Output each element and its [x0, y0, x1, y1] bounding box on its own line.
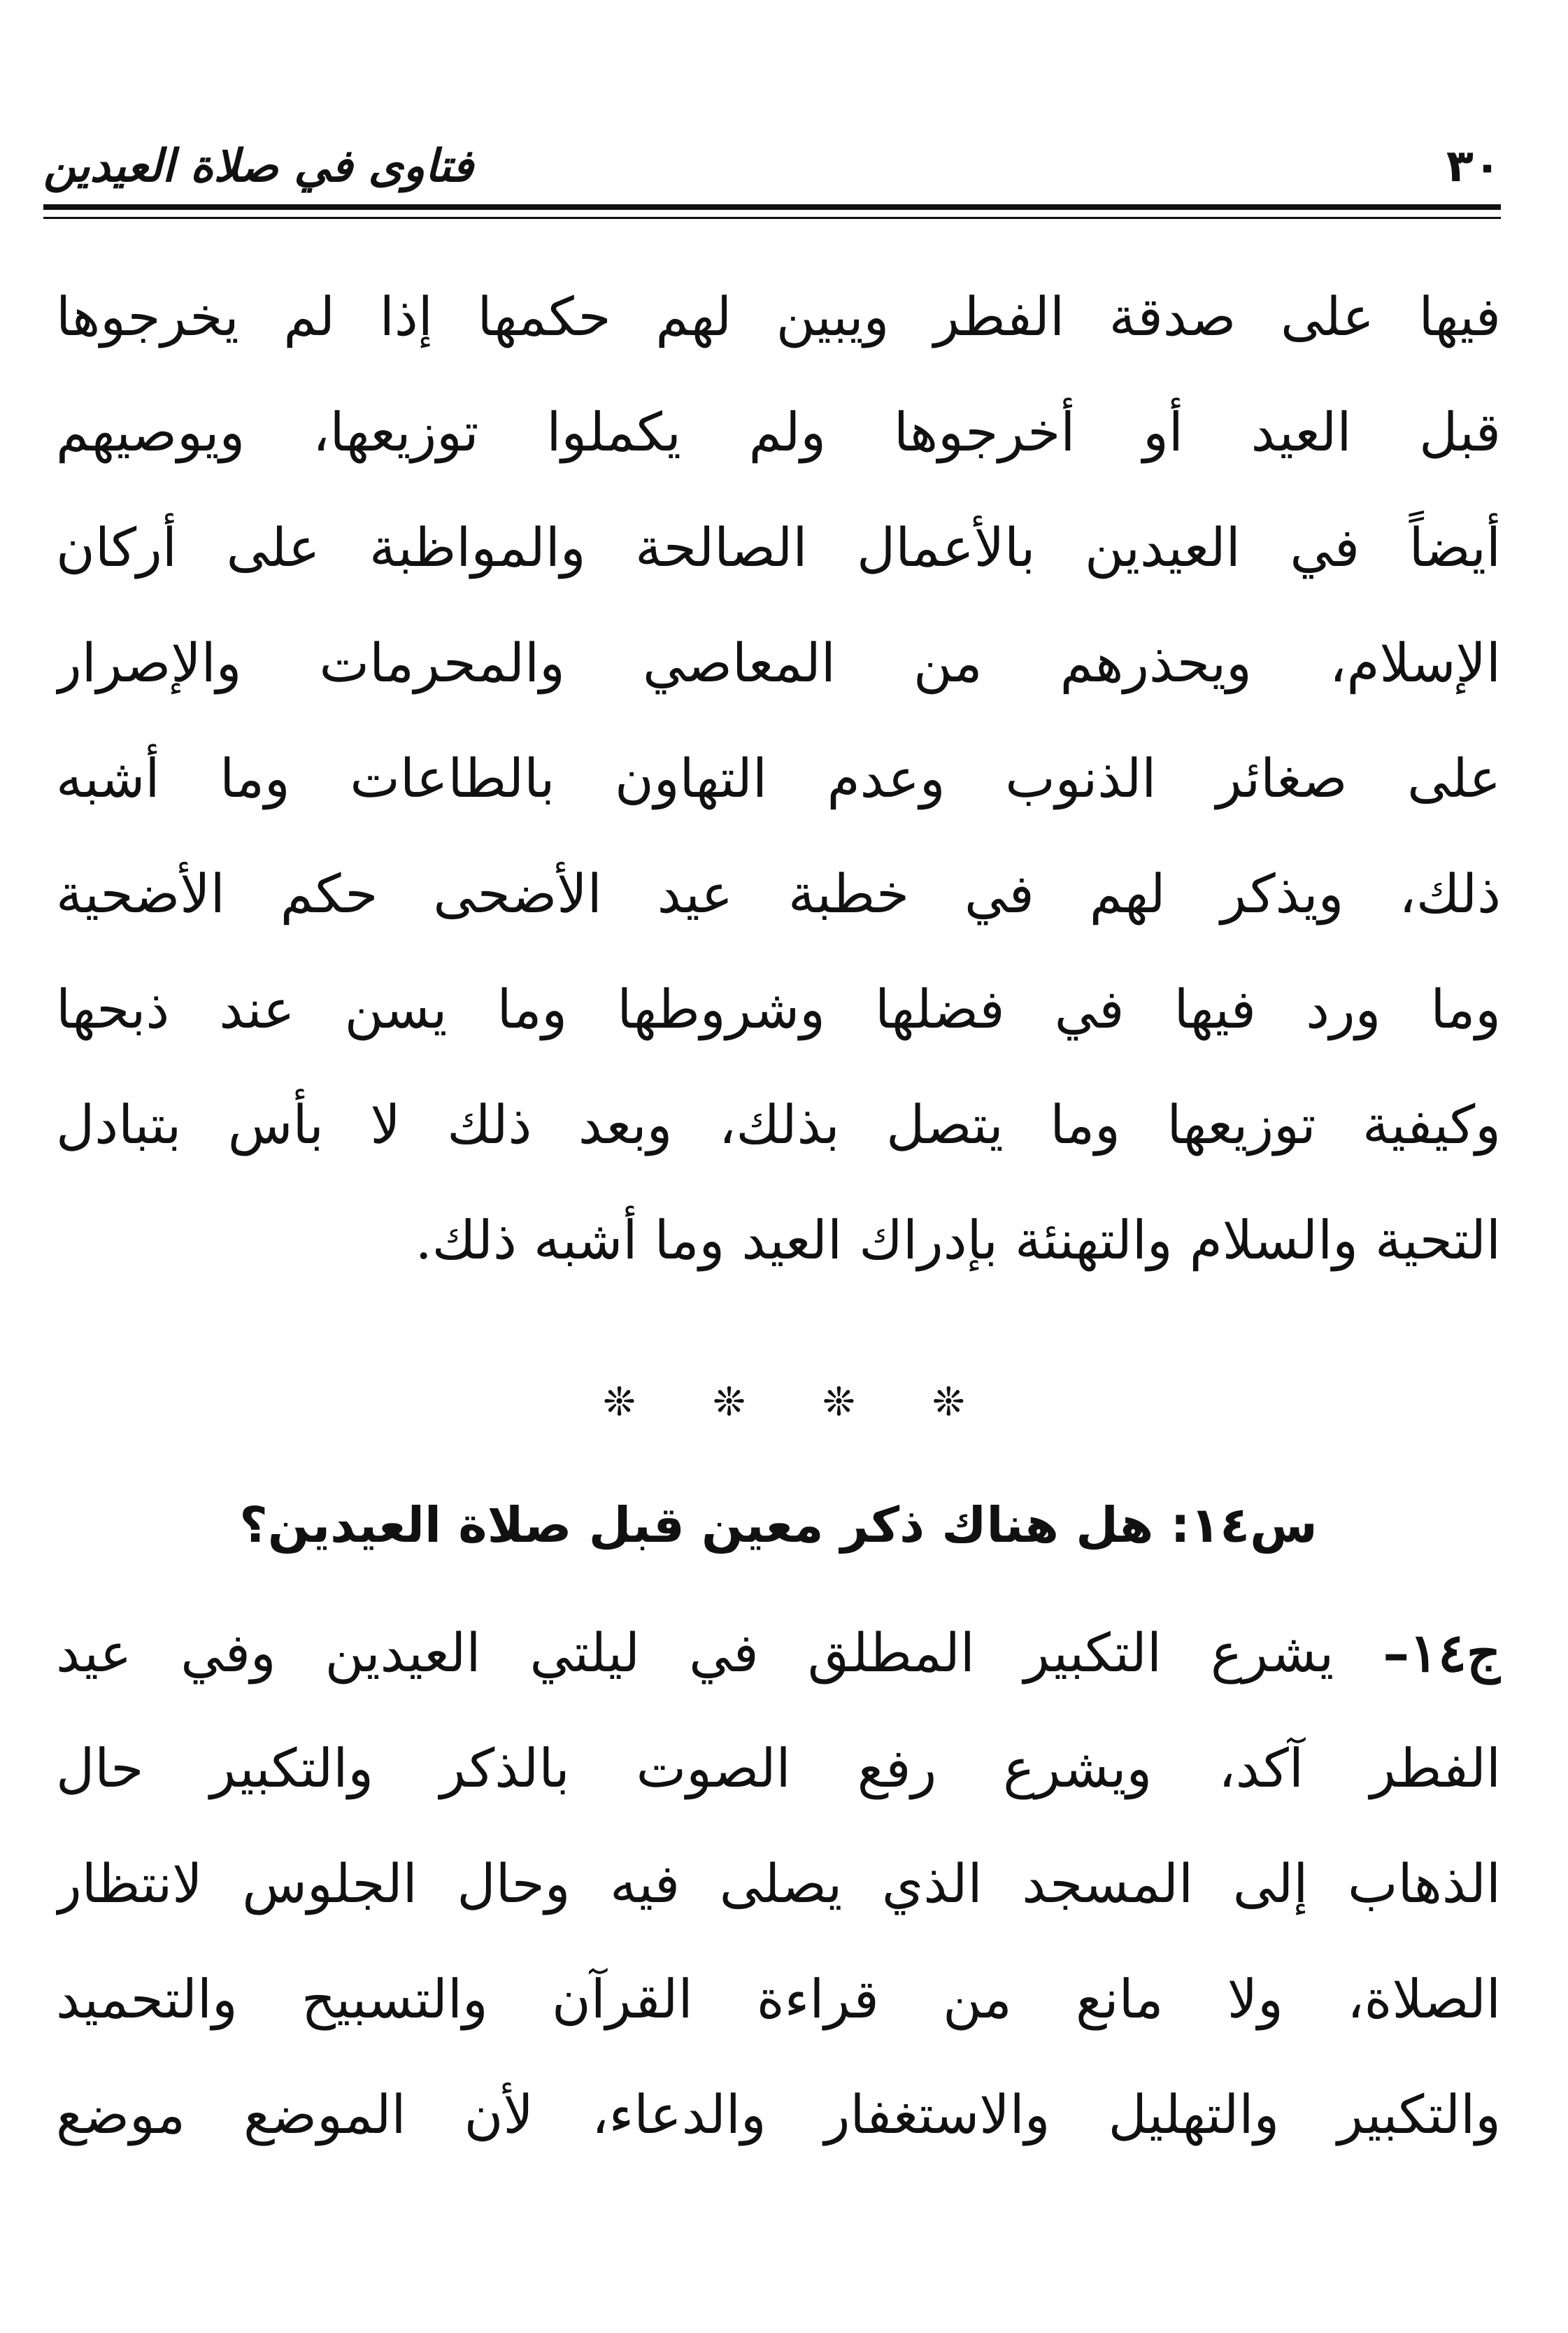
- question-heading: س١٤: هل هناك ذكر معين قبل صلاة العيدين؟: [239, 1496, 1318, 1554]
- page-header: [43, 119, 1501, 196]
- answer-label: ج١٤–: [1383, 1622, 1501, 1684]
- answer-paragraph: [56, 1595, 1501, 2172]
- text-line: قبل العيد أو أخرجوها ولم يكملوا توزيعها، ويوصيهم: [56, 401, 1501, 463]
- text-line: التحية والسلام والتهنئة بإدراك العيد وما أشبه ذلك.: [415, 1209, 1501, 1271]
- asterism-icon: ❊: [932, 1380, 965, 1425]
- answer-text: يشرع التكبير المطلق في ليلتي العيدين وفي عيد: [56, 1622, 1383, 1684]
- text-line: وكيفية توزيعها وما يتصل بذلك، وبعد ذلك لا بأس بتبادل: [56, 1093, 1501, 1156]
- text-line: الصلاة، ولا مانع من قراءة القرآن والتسبيح والتحميد: [56, 1968, 1501, 2030]
- text-line: على صغائر الذنوب وعدم التهاون بالطاعات وما أشبه: [56, 747, 1501, 809]
- text-line: ذلك، ويذكر لهم في خطبة عيد الأضحى حكم الأضحية: [56, 863, 1501, 925]
- section-separator: [0, 1371, 1568, 1434]
- text-line: الذهاب إلى المسجد الذي يصلى فيه وحال الجلوس لانتظار: [56, 1852, 1501, 1915]
- text-line: [56, 1595, 1501, 1710]
- asterism-icon: ❊: [822, 1380, 855, 1425]
- paragraph-1: [56, 259, 1501, 1298]
- asterism-icon: ❊: [603, 1380, 636, 1425]
- text-line: والتكبير والتهليل والاستغفار والدعاء، لأن الموضع موضع: [56, 2083, 1501, 2146]
- page-number: ٣٠: [1446, 141, 1501, 192]
- text-line: فيها على صدقة الفطر ويبين لهم حكمها إذا لم يخرجوها: [56, 285, 1501, 348]
- asterism-icon: ❊: [713, 1380, 746, 1425]
- text-line: أيضاً في العيدين بالأعمال الصالحة والمواظبة على أركان: [56, 516, 1501, 579]
- text-line: وما ورد فيها في فضلها وشروطها وما يسن عند ذبحها: [56, 978, 1501, 1040]
- text-line: الإسلام، ويحذرهم من المعاصي والمحرمات والإصرار: [56, 632, 1501, 694]
- header-rule-thin: [43, 217, 1501, 219]
- running-title: فتاوى في صلاة العيدين: [43, 141, 473, 192]
- header-rule-thick: [43, 204, 1501, 210]
- text-line: الفطر آكد، ويشرع رفع الصوت بالذكر والتكبير حال: [56, 1737, 1501, 1799]
